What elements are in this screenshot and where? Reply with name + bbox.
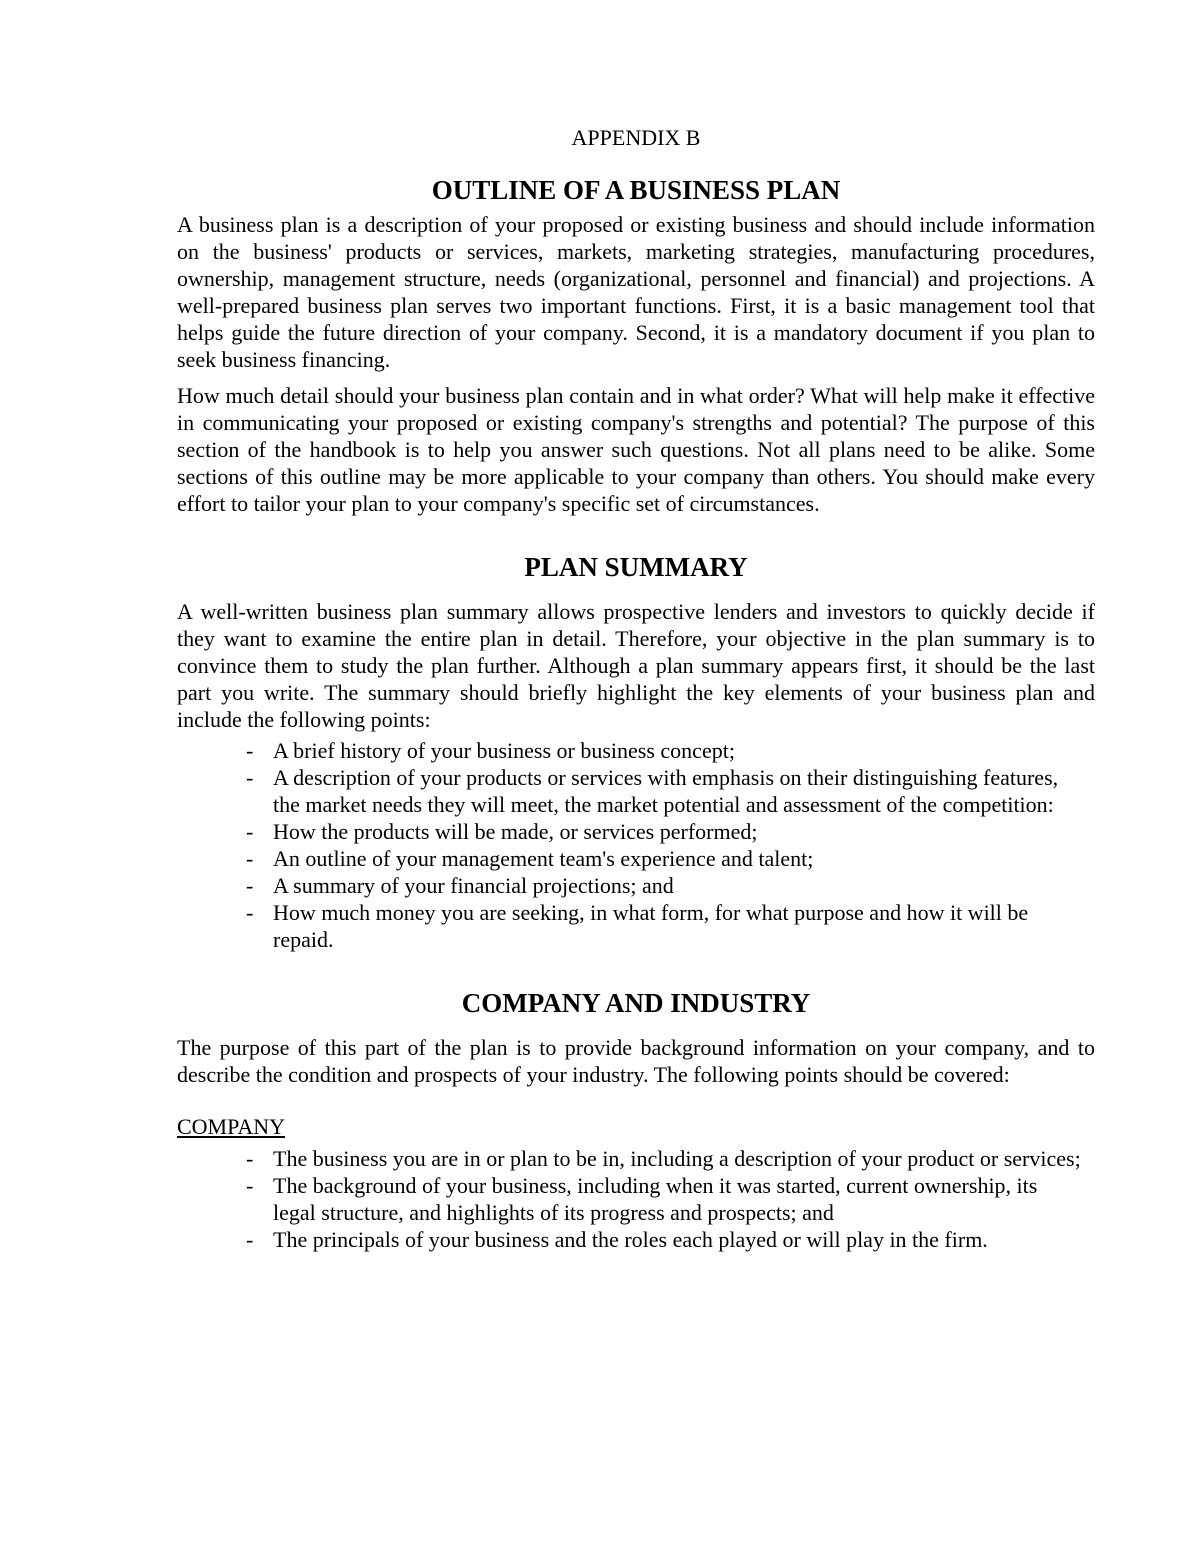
dash-marker: - bbox=[246, 873, 254, 898]
list-item-text: The principals of your business and the roles each played or will play in the firm. bbox=[273, 1227, 988, 1252]
dash-marker: - bbox=[246, 1173, 254, 1198]
company-industry-title: COMPANY AND INDUSTRY bbox=[461, 988, 811, 1018]
list-item-text: The background of your business, including when it was started, current ownership, its legal structure, and highlights of its progress and prospects; and bbox=[273, 1173, 1038, 1225]
list-item bbox=[177, 1226, 1095, 1253]
list-item bbox=[177, 845, 1095, 872]
dash-marker: - bbox=[246, 1146, 254, 1171]
list-item bbox=[177, 818, 1095, 845]
dash-marker: - bbox=[246, 846, 254, 871]
plan-summary-list bbox=[177, 737, 1095, 953]
dash-marker: - bbox=[246, 1227, 254, 1252]
list-item-text: The business you are in or plan to be in, including a description of your product or services; bbox=[273, 1146, 1081, 1171]
list-item-text: A description of your products or services with emphasis on their distinguishing features, the market needs they will meet, the market potential and assessment of the competition: bbox=[273, 765, 1059, 817]
dash-marker: - bbox=[246, 819, 254, 844]
list-item bbox=[177, 1145, 1095, 1172]
list-item bbox=[177, 764, 1095, 818]
company-list bbox=[177, 1145, 1095, 1253]
list-item-text: How much money you are seeking, in what form, for what purpose and how it will be repaid. bbox=[273, 900, 1029, 952]
dash-marker: - bbox=[246, 765, 254, 790]
dash-marker: - bbox=[246, 738, 254, 763]
main-title: OUTLINE OF A BUSINESS PLAN bbox=[431, 175, 841, 205]
document-page bbox=[177, 124, 1095, 1253]
list-item-text: A summary of your financial projections; and bbox=[273, 873, 674, 898]
company-subheading: COMPANY bbox=[177, 1114, 286, 1139]
plan-summary-title: PLAN SUMMARY bbox=[524, 552, 748, 582]
list-item bbox=[177, 899, 1095, 953]
list-item bbox=[177, 737, 1095, 764]
list-item-text: How the products will be made, or services performed; bbox=[273, 819, 758, 844]
list-item bbox=[177, 1172, 1095, 1226]
list-item bbox=[177, 872, 1095, 899]
list-item-text: An outline of your management team's experience and talent; bbox=[273, 846, 814, 871]
list-item-text: A brief history of your business or business concept; bbox=[273, 738, 735, 763]
company-industry-paragraph: The purpose of this part of the plan is to provide background information on your company, and to describe the condition and prospects of your industry. The following points should be covered: bbox=[177, 1035, 1095, 1087]
intro-paragraph-2: How much detail should your business plan contain and in what order? What will help make it effective in communicating your proposed or existing company's strengths and potential? The purpose of this section of the handbook is to help you answer such questions. Not all plans need to be alike. Some sections of this outline may be more applicable to your company than others. You should make every effort to tailor your plan to your company's specific set of circumstances. bbox=[177, 383, 1095, 516]
intro-paragraph-1: A business plan is a description of your proposed or existing business and should include information on the business' products or services, markets, marketing strategies, manufacturing procedures, ownership, management structure, needs (organizational, personnel and financial) and projections. A well-prepared business plan serves two important functions. First, it is a basic management tool that helps guide the future direction of your company. Second, it is a mandatory document if you plan to seek business financing. bbox=[177, 212, 1095, 372]
plan-summary-paragraph: A well-written business plan summary allows prospective lenders and investors to quickly decide if they want to examine the entire plan in detail. Therefore, your objective in the plan summary is to convince them to study the plan further. Although a plan summary appears first, it should be the last part you write. The summary should briefly highlight the key elements of your business plan and include the following points: bbox=[177, 599, 1095, 732]
appendix-label: APPENDIX B bbox=[571, 125, 701, 150]
dash-marker: - bbox=[246, 900, 254, 925]
